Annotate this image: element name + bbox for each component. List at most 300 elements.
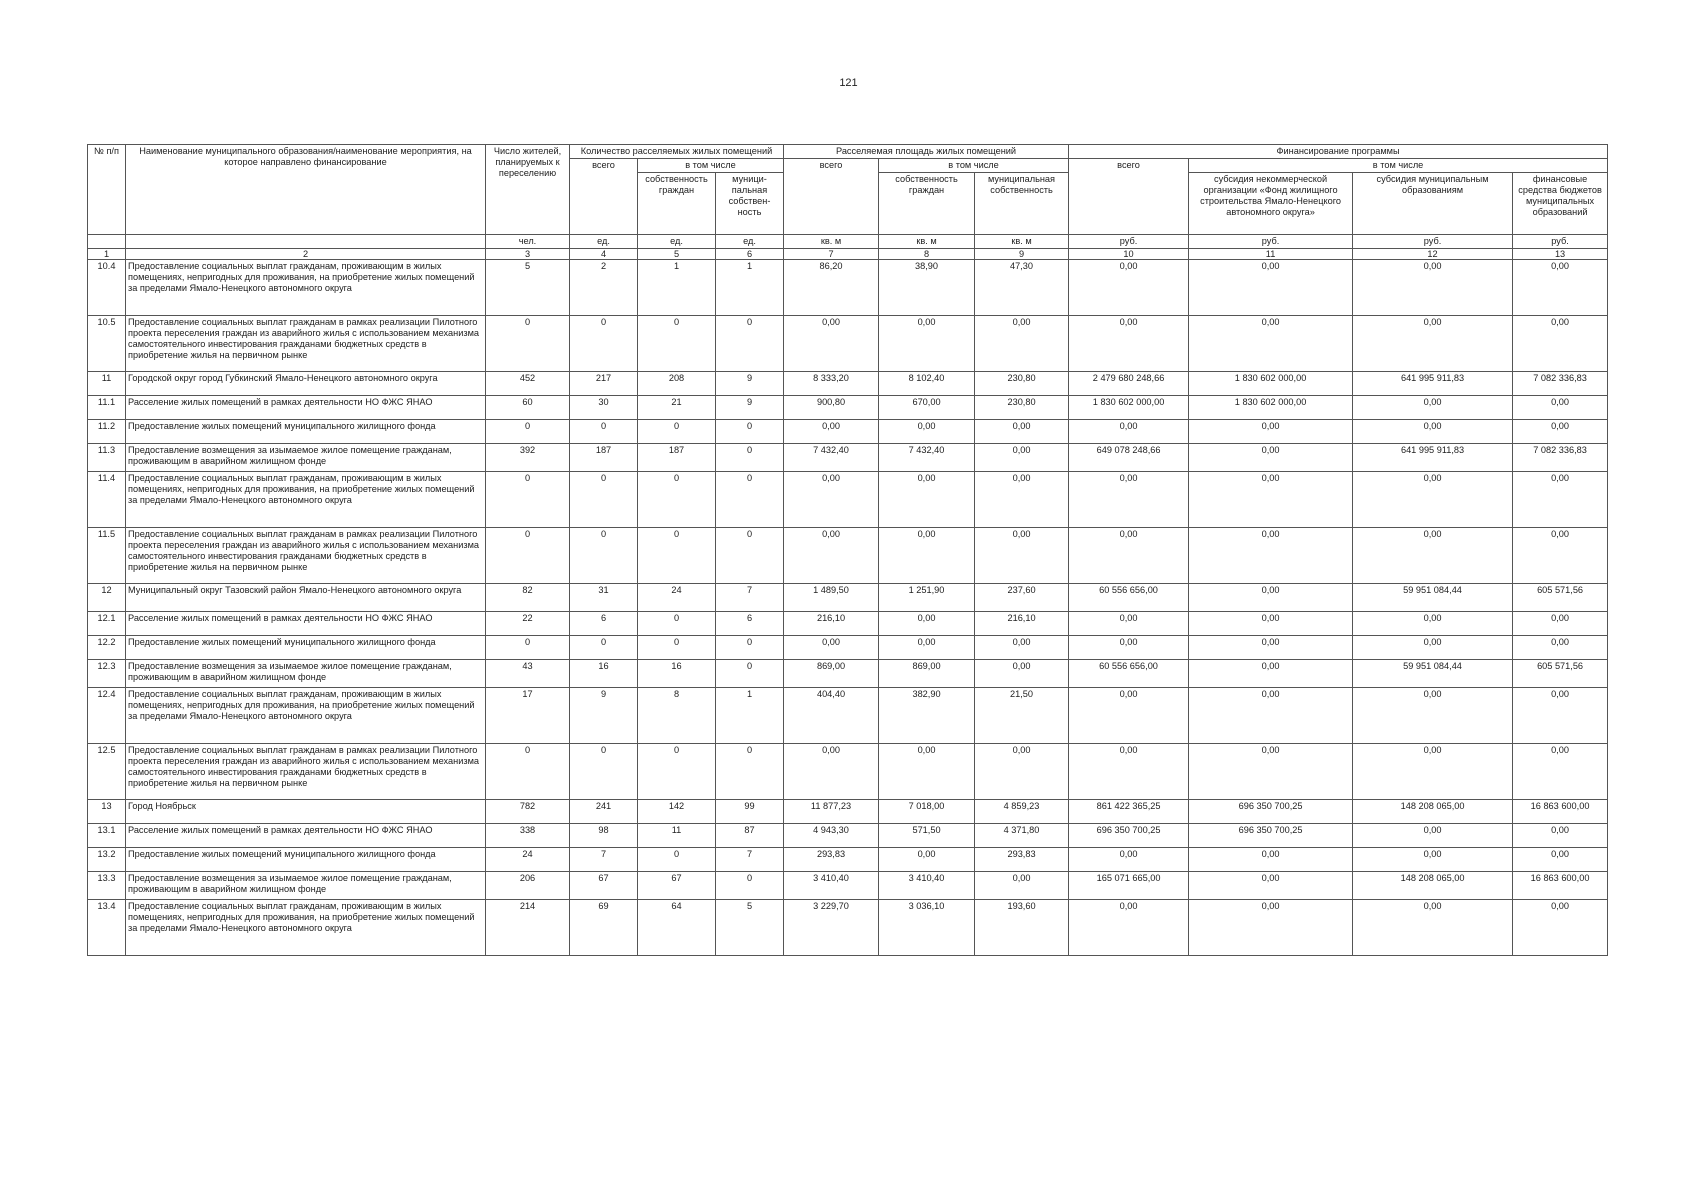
cell-area-own: 8 102,40 [879,372,975,396]
cell-fin-total: 0,00 [1069,260,1189,316]
cell-name: Предоставление социальных выплат гражданам, проживающим в жилых помещениях, непригодных для проживания, на приобретение жилых помещений за пределами Ямало-Ненецкого автономного округа [126,472,486,528]
cell-fin-fund: 0,00 [1189,848,1353,872]
cell-total: 0 [570,472,638,528]
cell-muni: 1 [716,260,784,316]
cell-total: 217 [570,372,638,396]
cell-area-muni: 0,00 [975,872,1069,900]
cell-fin-muni: 0,00 [1353,636,1513,660]
cell-num: 10.4 [88,260,126,316]
cell-name: Предоставление жилых помещений муниципального жилищного фонда [126,420,486,444]
unit-cell: кв. м [879,235,975,249]
cell-area-muni: 216,10 [975,612,1069,636]
table-row [88,800,1608,824]
header-finance: Финансирование программы [1069,145,1608,159]
header-subsidy-fund: субсидия некоммерческой организации «Фонд жилищного строительства Ямало-Ненецкого автономного округа» [1189,173,1353,235]
cell-own: 0 [638,316,716,372]
cell-area-muni: 47,30 [975,260,1069,316]
cell-own: 0 [638,744,716,800]
table-row [88,900,1608,956]
header-num: № п/п [88,145,126,235]
cell-fin-total: 0,00 [1069,900,1189,956]
cell-fin-budget: 0,00 [1513,260,1608,316]
table-row [88,316,1608,372]
cell-fin-muni: 0,00 [1353,420,1513,444]
cell-total: 241 [570,800,638,824]
cell-area: 900,80 [784,396,879,420]
cell-muni: 0 [716,420,784,444]
cell-residents: 0 [486,636,570,660]
cell-fin-fund: 0,00 [1189,584,1353,612]
cell-fin-fund: 0,00 [1189,872,1353,900]
table-row [88,744,1608,800]
cell-residents: 43 [486,660,570,688]
cell-area: 869,00 [784,660,879,688]
cell-fin-muni: 0,00 [1353,848,1513,872]
cell-fin-budget: 0,00 [1513,900,1608,956]
cell-area-muni: 0,00 [975,660,1069,688]
cell-muni: 7 [716,584,784,612]
cell-fin-fund: 0,00 [1189,472,1353,528]
cell-muni: 99 [716,800,784,824]
cell-num: 11.2 [88,420,126,444]
table-row [88,528,1608,584]
cell-own: 11 [638,824,716,848]
cell-fin-fund: 696 350 700,25 [1189,800,1353,824]
cell-fin-muni: 0,00 [1353,528,1513,584]
cell-fin-muni: 0,00 [1353,900,1513,956]
cell-name: Муниципальный округ Тазовский район Ямало-Ненецкого автономного округа [126,584,486,612]
cell-own: 208 [638,372,716,396]
cell-area-muni: 237,60 [975,584,1069,612]
cell-name: Предоставление возмещения за изымаемое жилое помещение гражданам, проживающим в аварийном жилищном фонде [126,444,486,472]
cell-area: 3 229,70 [784,900,879,956]
table-row [88,824,1608,848]
cell-residents: 82 [486,584,570,612]
column-number-cell: 1 [88,249,126,260]
cell-area: 7 432,40 [784,444,879,472]
header-finance-including: в том числе [1189,159,1608,173]
cell-name: Предоставление социальных выплат гражданам в рамках реализации Пилотного проекта переселения граждан из аварийного жилья с использованием механизма самостоятельного инвестирования гражданами бюджетных средств в приобретение жилья на первичном рынке [126,316,486,372]
cell-name: Предоставление жилых помещений муниципального жилищного фонда [126,848,486,872]
cell-name: Предоставление социальных выплат гражданам, проживающим в жилых помещениях, непригодных для проживания, на приобретение жилых помещений за пределами Ямало-Ненецкого автономного округа [126,900,486,956]
cell-muni: 0 [716,528,784,584]
unit-cell: руб. [1513,235,1608,249]
cell-name: Предоставление жилых помещений муниципального жилищного фонда [126,636,486,660]
cell-fin-total: 0,00 [1069,472,1189,528]
header-area-including: в том числе [879,159,1069,173]
cell-fin-muni: 0,00 [1353,260,1513,316]
unit-cell: кв. м [784,235,879,249]
cell-fin-budget: 7 082 336,83 [1513,444,1608,472]
cell-residents: 782 [486,800,570,824]
cell-fin-total: 0,00 [1069,688,1189,744]
header-area-total: всего [784,159,879,235]
table-row [88,472,1608,528]
cell-area: 3 410,40 [784,872,879,900]
table-row [88,420,1608,444]
table-row [88,372,1608,396]
cell-own: 187 [638,444,716,472]
cell-fin-total: 0,00 [1069,744,1189,800]
cell-area: 293,83 [784,848,879,872]
cell-num: 12.2 [88,636,126,660]
cell-num: 12.1 [88,612,126,636]
cell-area: 4 943,30 [784,824,879,848]
cell-fin-budget: 7 082 336,83 [1513,372,1608,396]
cell-total: 67 [570,872,638,900]
table-row [88,636,1608,660]
cell-area-muni: 0,00 [975,472,1069,528]
cell-num: 13.2 [88,848,126,872]
cell-muni: 1 [716,688,784,744]
cell-area: 11 877,23 [784,800,879,824]
unit-cell: чел. [486,235,570,249]
cell-area-muni: 0,00 [975,528,1069,584]
cell-name: Расселение жилых помещений в рамках деятельности НО ФЖС ЯНАО [126,396,486,420]
cell-muni: 0 [716,744,784,800]
table-row [88,848,1608,872]
cell-muni: 0 [716,316,784,372]
cell-total: 98 [570,824,638,848]
cell-muni: 0 [716,472,784,528]
cell-own: 21 [638,396,716,420]
cell-total: 0 [570,420,638,444]
table-row [88,260,1608,316]
cell-residents: 206 [486,872,570,900]
cell-num: 11.1 [88,396,126,420]
cell-muni: 0 [716,660,784,688]
cell-area-own: 0,00 [879,636,975,660]
cell-name: Расселение жилых помещений в рамках деятельности НО ФЖС ЯНАО [126,612,486,636]
header-area: Расселяемая площадь жилых помещений [784,145,1069,159]
cell-fin-fund: 1 830 602 000,00 [1189,372,1353,396]
column-number-cell: 12 [1353,249,1513,260]
cell-muni: 5 [716,900,784,956]
cell-muni: 87 [716,824,784,848]
table-row [88,688,1608,744]
header-count-including: в том числе [638,159,784,173]
cell-residents: 452 [486,372,570,396]
cell-own: 24 [638,584,716,612]
cell-area-own: 0,00 [879,472,975,528]
cell-fin-budget: 0,00 [1513,848,1608,872]
cell-fin-fund: 0,00 [1189,260,1353,316]
cell-fin-muni: 59 951 084,44 [1353,584,1513,612]
cell-total: 0 [570,744,638,800]
cell-fin-total: 0,00 [1069,612,1189,636]
cell-num: 12.5 [88,744,126,800]
units-cell-empty [126,235,486,249]
table-row [88,584,1608,612]
cell-muni: 0 [716,872,784,900]
cell-name: Расселение жилых помещений в рамках деятельности НО ФЖС ЯНАО [126,824,486,848]
cell-fin-total: 0,00 [1069,848,1189,872]
cell-area-muni: 4 371,80 [975,824,1069,848]
cell-fin-budget: 0,00 [1513,744,1608,800]
cell-fin-total: 0,00 [1069,636,1189,660]
unit-cell: кв. м [975,235,1069,249]
cell-fin-fund: 0,00 [1189,660,1353,688]
cell-fin-total: 1 830 602 000,00 [1069,396,1189,420]
cell-fin-fund: 0,00 [1189,900,1353,956]
cell-area-muni: 0,00 [975,316,1069,372]
unit-cell: ед. [570,235,638,249]
cell-fin-total: 861 422 365,25 [1069,800,1189,824]
cell-total: 30 [570,396,638,420]
cell-fin-budget: 0,00 [1513,472,1608,528]
cell-own: 0 [638,848,716,872]
units-cell-empty [88,235,126,249]
cell-fin-total: 0,00 [1069,528,1189,584]
cell-area-own: 0,00 [879,420,975,444]
cell-fin-muni: 0,00 [1353,472,1513,528]
column-number-cell: 8 [879,249,975,260]
header-budget-funds: финансовые средства бюджетов муниципальных образований [1513,173,1608,235]
cell-residents: 338 [486,824,570,848]
cell-fin-muni: 0,00 [1353,688,1513,744]
cell-own: 67 [638,872,716,900]
cell-total: 7 [570,848,638,872]
header-count: Количество расселяемых жилых помещений [570,145,784,159]
cell-area: 216,10 [784,612,879,636]
cell-fin-fund: 0,00 [1189,420,1353,444]
cell-name: Предоставление возмещения за изымаемое жилое помещение гражданам, проживающим в аварийном жилищном фонде [126,660,486,688]
cell-own: 0 [638,472,716,528]
cell-area-muni: 193,60 [975,900,1069,956]
cell-total: 16 [570,660,638,688]
cell-fin-total: 696 350 700,25 [1069,824,1189,848]
column-number-cell: 10 [1069,249,1189,260]
column-number-cell: 3 [486,249,570,260]
cell-residents: 60 [486,396,570,420]
cell-area-muni: 230,80 [975,372,1069,396]
cell-own: 0 [638,420,716,444]
page-number: 121 [839,77,858,89]
header-finance-total: всего [1069,159,1189,235]
cell-total: 0 [570,528,638,584]
cell-area: 404,40 [784,688,879,744]
cell-name: Предоставление возмещения за изымаемое жилое помещение гражданам, проживающим в аварийном жилищном фонде [126,872,486,900]
column-number-cell: 2 [126,249,486,260]
cell-area-own: 0,00 [879,528,975,584]
cell-total: 31 [570,584,638,612]
cell-total: 9 [570,688,638,744]
table-row [88,444,1608,472]
cell-num: 11 [88,372,126,396]
cell-total: 2 [570,260,638,316]
column-number-cell: 7 [784,249,879,260]
cell-fin-budget: 0,00 [1513,688,1608,744]
header-count-total: всего [570,159,638,235]
cell-name: Предоставление социальных выплат гражданам в рамках реализации Пилотного проекта переселения граждан из аварийного жилья с использованием механизма самостоятельного инвестирования гражданами бюджетных средств в приобретение жилья на первичном рынке [126,744,486,800]
cell-area: 0,00 [784,744,879,800]
column-number-cell: 13 [1513,249,1608,260]
column-number-cell: 11 [1189,249,1353,260]
cell-fin-muni: 0,00 [1353,316,1513,372]
unit-cell: руб. [1189,235,1353,249]
cell-fin-total: 2 479 680 248,66 [1069,372,1189,396]
table-body [88,260,1608,956]
cell-fin-budget: 0,00 [1513,636,1608,660]
unit-cell: ед. [638,235,716,249]
cell-area-muni: 0,00 [975,636,1069,660]
cell-area: 86,20 [784,260,879,316]
cell-fin-budget: 16 863 600,00 [1513,800,1608,824]
cell-area-muni: 293,83 [975,848,1069,872]
cell-fin-total: 0,00 [1069,316,1189,372]
cell-area: 1 489,50 [784,584,879,612]
cell-num: 13.4 [88,900,126,956]
cell-fin-budget: 0,00 [1513,824,1608,848]
cell-fin-fund: 0,00 [1189,528,1353,584]
unit-cell: руб. [1353,235,1513,249]
cell-residents: 17 [486,688,570,744]
cell-area-own: 670,00 [879,396,975,420]
cell-total: 6 [570,612,638,636]
cell-area-own: 0,00 [879,316,975,372]
cell-area-own: 3 036,10 [879,900,975,956]
cell-fin-muni: 641 995 911,83 [1353,372,1513,396]
cell-fin-total: 0,00 [1069,420,1189,444]
cell-own: 64 [638,900,716,956]
cell-area-muni: 0,00 [975,744,1069,800]
cell-fin-fund: 0,00 [1189,612,1353,636]
cell-num: 11.5 [88,528,126,584]
cell-fin-fund: 1 830 602 000,00 [1189,396,1353,420]
cell-fin-budget: 605 571,56 [1513,584,1608,612]
cell-fin-muni: 0,00 [1353,824,1513,848]
cell-area-own: 1 251,90 [879,584,975,612]
cell-fin-fund: 0,00 [1189,316,1353,372]
cell-fin-fund: 0,00 [1189,444,1353,472]
cell-area: 0,00 [784,636,879,660]
cell-num: 12.4 [88,688,126,744]
table-row [88,872,1608,900]
cell-residents: 5 [486,260,570,316]
cell-name: Городской округ город Губкинский Ямало-Ненецкого автономного округа [126,372,486,396]
cell-area-muni: 4 859,23 [975,800,1069,824]
header-count-muni: муници-пальная собствен-ность [716,173,784,235]
cell-own: 0 [638,528,716,584]
cell-num: 11.3 [88,444,126,472]
cell-own: 142 [638,800,716,824]
cell-fin-total: 165 071 665,00 [1069,872,1189,900]
cell-name: Предоставление социальных выплат гражданам в рамках реализации Пилотного проекта переселения граждан из аварийного жилья с использованием механизма самостоятельного инвестирования гражданами бюджетных средств в приобретение жилья на первичном рынке [126,528,486,584]
cell-num: 12.3 [88,660,126,688]
header-name: Наименование муниципального образования/наименование мероприятия, на которое направлено финансирование [126,145,486,235]
cell-area-muni: 230,80 [975,396,1069,420]
cell-area: 0,00 [784,528,879,584]
cell-fin-budget: 0,00 [1513,528,1608,584]
cell-fin-fund: 0,00 [1189,636,1353,660]
cell-total: 69 [570,900,638,956]
cell-fin-total: 649 078 248,66 [1069,444,1189,472]
column-number-cell: 4 [570,249,638,260]
header-count-own: собственность граждан [638,173,716,235]
cell-name: Предоставление социальных выплат гражданам, проживающим в жилых помещениях, непригодных для проживания, на приобретение жилых помещений за пределами Ямало-Ненецкого автономного округа [126,688,486,744]
cell-residents: 0 [486,472,570,528]
cell-muni: 0 [716,444,784,472]
cell-area-own: 0,00 [879,848,975,872]
cell-own: 1 [638,260,716,316]
table-row [88,660,1608,688]
cell-fin-muni: 148 208 065,00 [1353,872,1513,900]
cell-fin-fund: 0,00 [1189,688,1353,744]
cell-fin-fund: 696 350 700,25 [1189,824,1353,848]
units-row [88,235,1608,249]
cell-fin-budget: 605 571,56 [1513,660,1608,688]
cell-area-own: 382,90 [879,688,975,744]
cell-fin-total: 60 556 656,00 [1069,660,1189,688]
cell-muni: 6 [716,612,784,636]
cell-muni: 7 [716,848,784,872]
cell-fin-muni: 148 208 065,00 [1353,800,1513,824]
cell-fin-budget: 16 863 600,00 [1513,872,1608,900]
cell-area-own: 0,00 [879,744,975,800]
cell-fin-muni: 59 951 084,44 [1353,660,1513,688]
cell-residents: 0 [486,316,570,372]
cell-area-muni: 0,00 [975,420,1069,444]
cell-num: 13 [88,800,126,824]
cell-residents: 0 [486,744,570,800]
column-number-row [88,249,1608,260]
cell-area-own: 38,90 [879,260,975,316]
column-number-cell: 5 [638,249,716,260]
cell-area: 0,00 [784,472,879,528]
cell-residents: 0 [486,528,570,584]
cell-residents: 24 [486,848,570,872]
cell-num: 10.5 [88,316,126,372]
resettlement-program-table [87,144,1608,956]
cell-fin-muni: 0,00 [1353,612,1513,636]
cell-area-own: 7 018,00 [879,800,975,824]
cell-area: 8 333,20 [784,372,879,396]
cell-fin-budget: 0,00 [1513,612,1608,636]
cell-residents: 392 [486,444,570,472]
cell-fin-total: 60 556 656,00 [1069,584,1189,612]
header-area-muni: муниципальная собственность [975,173,1069,235]
cell-fin-fund: 0,00 [1189,744,1353,800]
cell-fin-muni: 0,00 [1353,744,1513,800]
header-residents: Число жителей, планируемых к переселению [486,145,570,235]
cell-residents: 0 [486,420,570,444]
cell-own: 0 [638,612,716,636]
cell-own: 16 [638,660,716,688]
cell-own: 0 [638,636,716,660]
cell-fin-budget: 0,00 [1513,396,1608,420]
cell-total: 0 [570,636,638,660]
cell-area: 0,00 [784,420,879,444]
unit-cell: ед. [716,235,784,249]
cell-residents: 214 [486,900,570,956]
cell-muni: 9 [716,372,784,396]
table-header [88,145,1608,260]
cell-area: 0,00 [784,316,879,372]
cell-residents: 22 [486,612,570,636]
cell-muni: 0 [716,636,784,660]
column-number-cell: 9 [975,249,1069,260]
cell-own: 8 [638,688,716,744]
cell-muni: 9 [716,396,784,420]
table-row [88,396,1608,420]
header-area-own: собственность граждан [879,173,975,235]
cell-fin-muni: 0,00 [1353,396,1513,420]
cell-num: 13.3 [88,872,126,900]
cell-area-own: 869,00 [879,660,975,688]
cell-area-own: 571,50 [879,824,975,848]
cell-area-own: 7 432,40 [879,444,975,472]
cell-area-muni: 21,50 [975,688,1069,744]
